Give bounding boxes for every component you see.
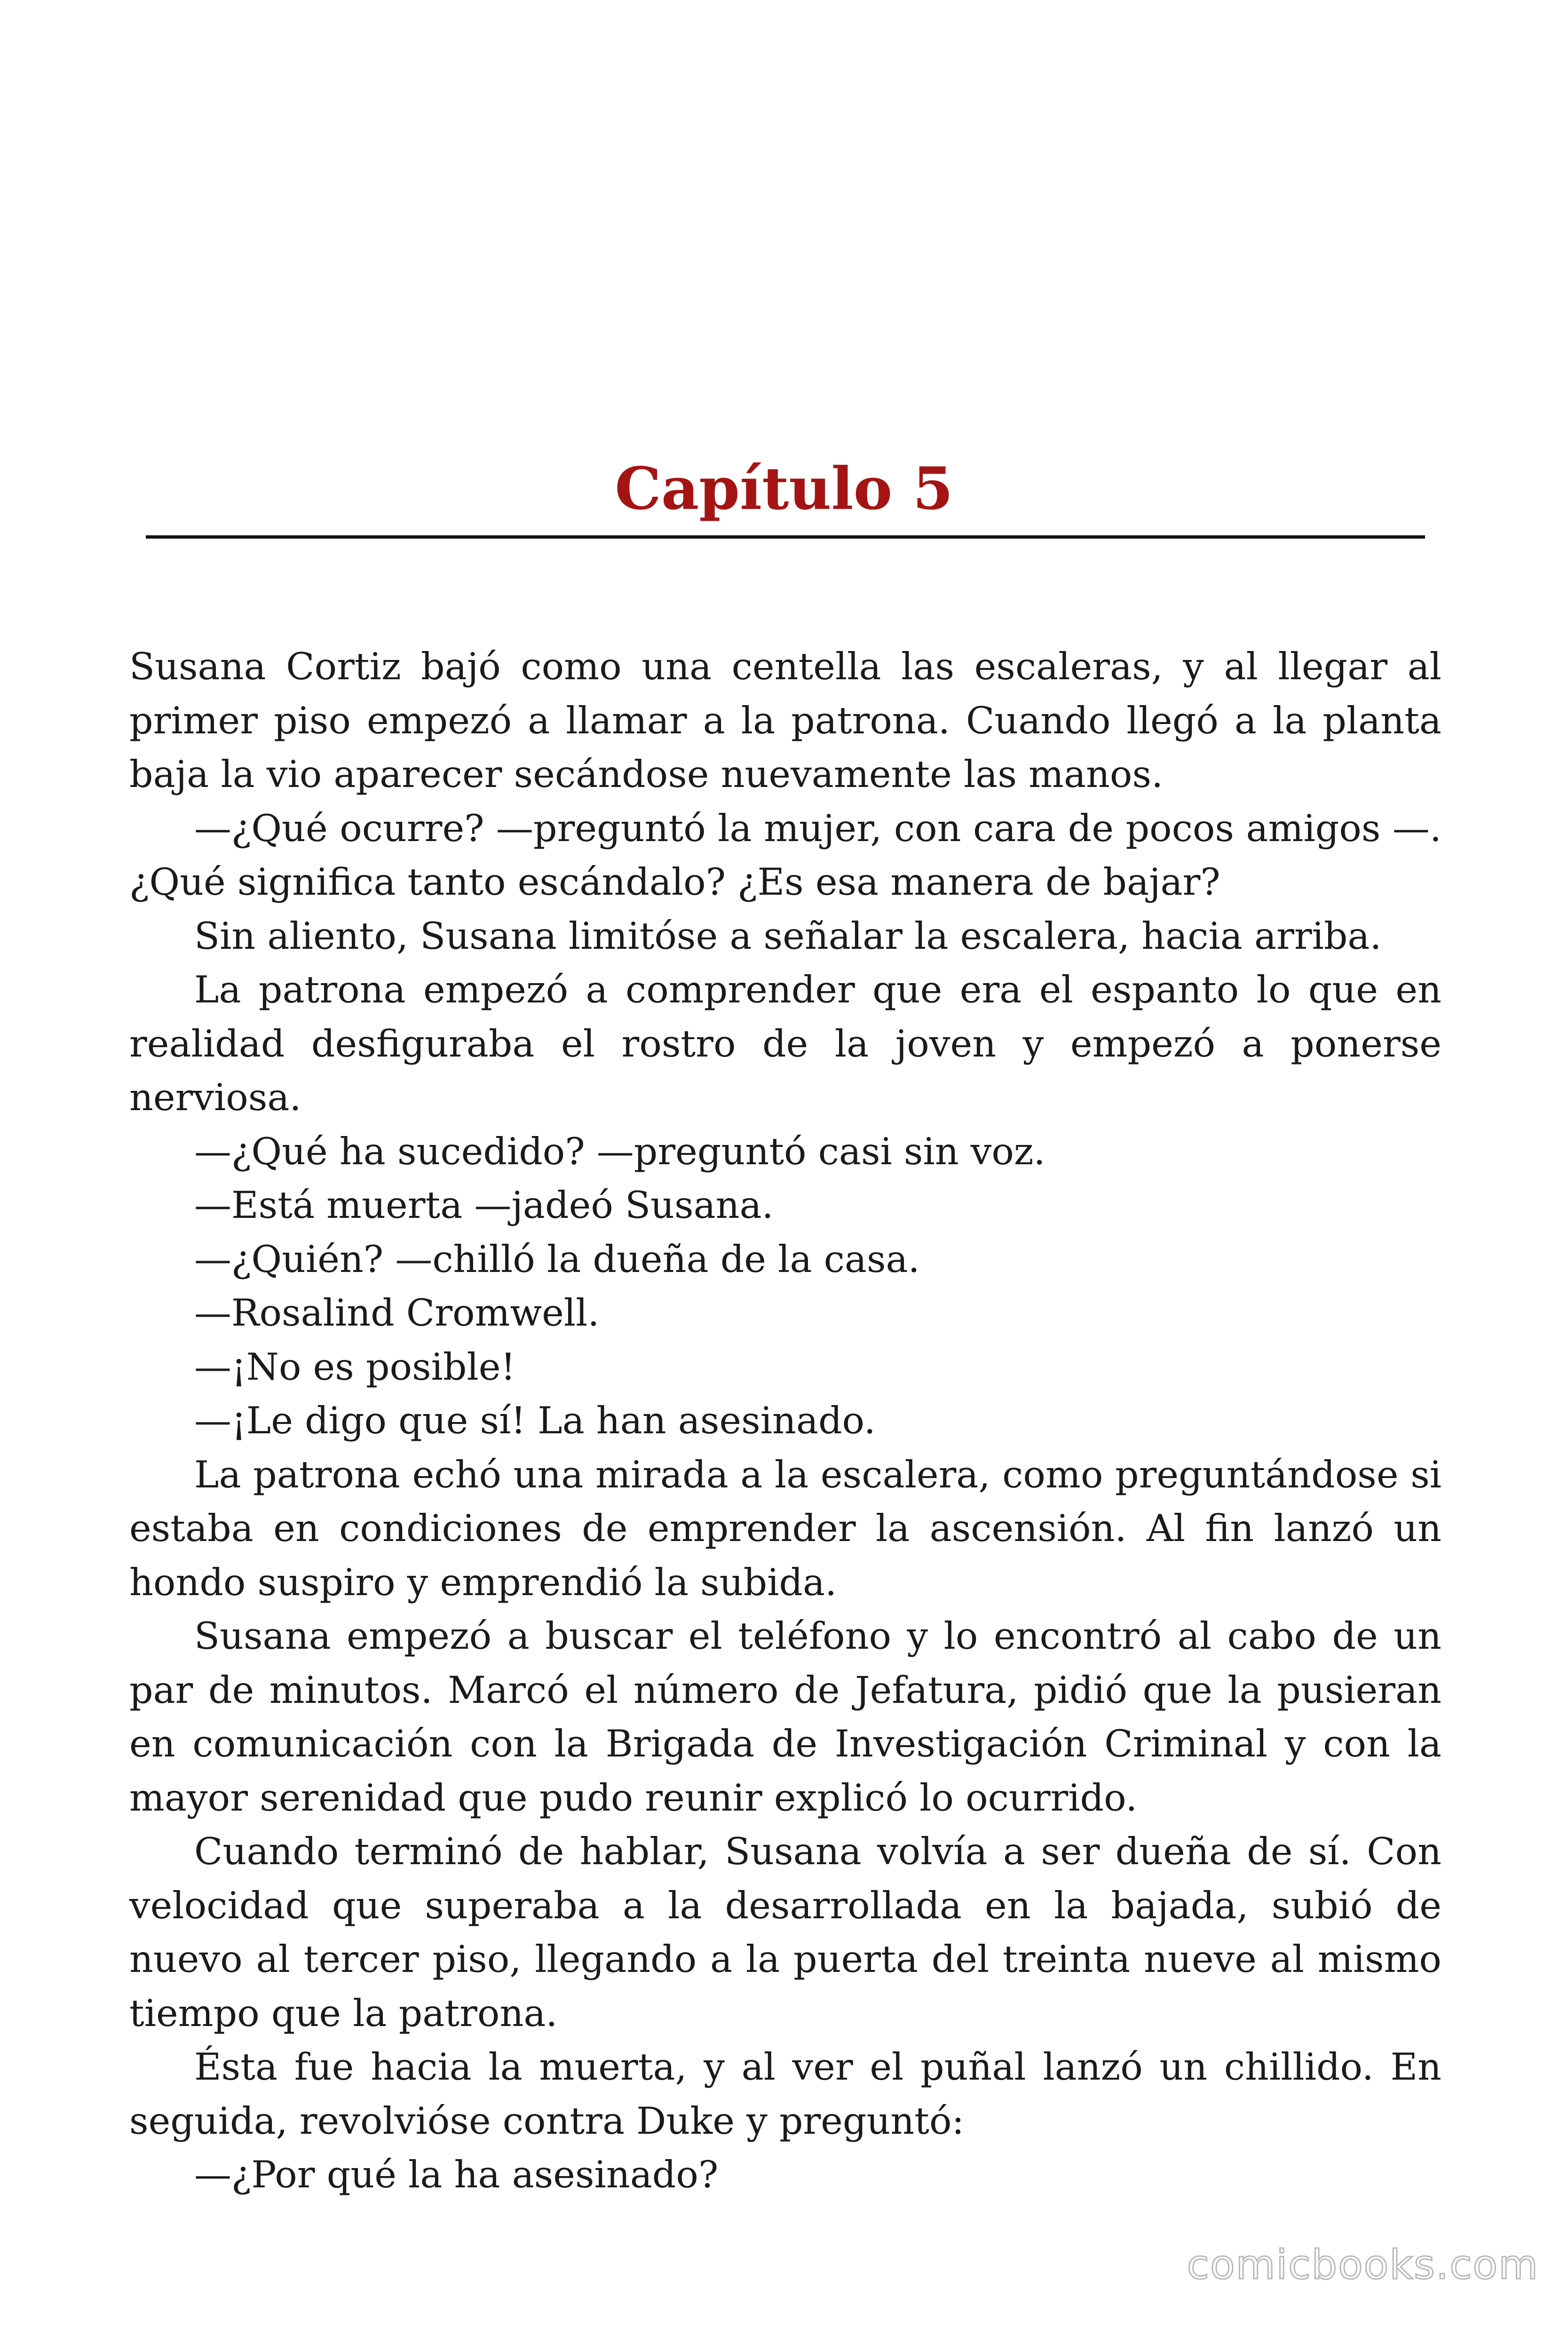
paragraph: Susana empezó a buscar el teléfono y lo encontró al cabo de un par de minutos. Marcó el número de Jefatura, pidió que la pusieran en comunicación con la Brigada de Investigación Criminal y con la mayor serenidad que pudo reunir explicó lo ocurrido.	[129, 1614, 1441, 1820]
paragraph: La patrona echó una mirada a la escalera, como preguntándose si estaba en condiciones de emprender la ascensión. Al fin lanzó un hondo suspiro y emprendió la subida.	[129, 1453, 1441, 1604]
paragraph: —¿Qué ocurre? —preguntó la mujer, con cara de pocos amigos —. ¿Qué significa tanto escándalo? ¿Es esa manera de bajar?	[129, 806, 1441, 904]
watermark: comicbooks.com	[1187, 2241, 1539, 2288]
paragraph: Sin aliento, Susana limitóse a señalar la escalera, hacia arriba.	[194, 914, 1382, 958]
paragraph: —¿Quién? —chilló la dueña de la casa.	[194, 1237, 920, 1281]
paragraph: —Está muerta —jadeó Susana.	[194, 1184, 774, 1227]
paragraph: La patrona empezó a comprender que era el espanto lo que en realidad desfiguraba el rostro de la joven y empezó a ponerse nerviosa.	[129, 968, 1441, 1119]
paragraph: —¿Por qué la ha asesinado?	[194, 2153, 719, 2196]
chapter-body	[129, 640, 1441, 2202]
paragraph: —¡Le digo que sí! La han asesinado.	[194, 1399, 876, 1442]
paragraph: Cuando terminó de hablar, Susana volvía a ser dueña de sí. Con velocidad que superaba a la desarrollada en la bajada, subió de nuevo al tercer piso, llegando a la puerta del treinta nueve al mismo tiempo que la patrona.	[129, 1830, 1441, 2035]
chapter-divider	[146, 535, 1425, 539]
paragraph: —¿Qué ha sucedido? —preguntó casi sin voz.	[194, 1129, 1045, 1173]
paragraph: Susana Cortiz bajó como una centella las escaleras, y al llegar al primer piso empezó a llamar a la patrona. Cuando llegó a la planta baja la vio aparecer secándose nuevamente las manos.	[129, 645, 1441, 796]
paragraph: Ésta fue hacia la muerta, y al ver el puñal lanzó un chillido. En seguida, revolvióse contra Duke y preguntó:	[129, 2045, 1441, 2143]
paragraph: —Rosalind Cromwell.	[194, 1291, 600, 1335]
chapter-title: Capítulo 5	[615, 455, 953, 523]
paragraph: —¡No es posible!	[194, 1345, 516, 1389]
